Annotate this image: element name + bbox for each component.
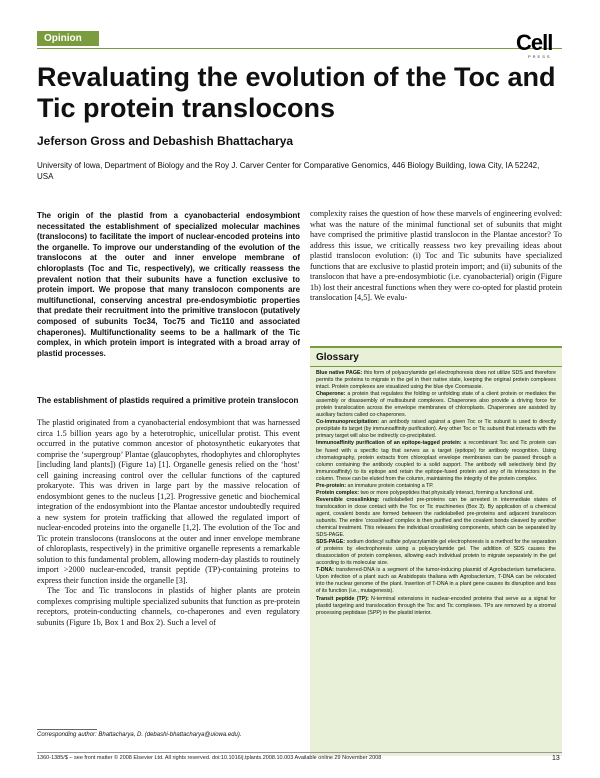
glossary-definition: sodium dodecyl sulfate polyacrylamide gel electrophoresis is a method for the separation of proteins by electrophoresis using a polyacrylamide gel. The addition of SDS causes the disassociation of protein complexes, allowing each individual protein to migrate separately in the gel according to its molecular size. <box>316 539 556 567</box>
author-affiliation: University of Iowa, Department of Biology and the Roy J. Carver Center for Comparative Genomics, 446 Biology Building, Iowa City, IA 52242, USA <box>37 161 540 181</box>
glossary-definition: N-terminal extensions in nuclear-encoded proteins that serve as a signal for plastid targeting and translocation through the Toc and Tic complexes. TPs are removed by a stromal processing peptidase (SPP) in the plastid interior. <box>316 595 556 616</box>
page-number: 13 <box>552 755 560 762</box>
glossary-term: SDS-PAGE: <box>316 539 346 546</box>
glossary-title: Glossary <box>316 352 359 363</box>
glossary-entry <box>316 490 556 497</box>
glossary-entry <box>316 419 556 440</box>
footer-rule <box>37 752 562 753</box>
glossary-entry <box>316 596 556 617</box>
glossary-term: Immunoaffinity purification of an epitope-tagged protein: <box>316 440 462 447</box>
paragraph: The plastid originated from a cyanobacterial endosymbiont that was harnessed circa 1.5 billion years ago by a heterotrophic, unicellular protist. This event occurred in the putative common ancestor of photosynthetic eukaryotes that comprise the ‘supergroup’ Plantae (glaucophytes, rhodophytes and chlorophytes [including land plants]) (Figure 1a) [1]. Organelle genesis relied on the ‘host’ cell gaining increasing control over the cellular functions of the captured prokaryote. This was driven in large part by the massive relocation of endosymbiont genes to the nucleus [1,2]. Progressive genetic and biochemical integration of the endosymbiont into the Plantae ancestor undoubtedly required a new system for protein trafficking that allowed the regulated import of nuclear-encoded proteins into the organelle [1,2]. The evolution of the Toc and Tic protein translocons (translocons at the outer and inner envelope membrane of chloroplasts, respectively) in the primitive organelle represents a remarkable solution to this fundamental problem, allowing modern-day plastids to routinely import >2000 nuclear-encoded, transit peptide (TP)-containing proteins to express their function inside the organelle [3]. <box>37 418 300 585</box>
glossary-entry <box>316 370 556 391</box>
glossary-body <box>316 370 556 617</box>
glossary-definition: a protein that regulates the folding or unfolding state of a client protein or mediates the assembly or disassembly of multisubunit complexes. Chaperones also provide a driving force for protein translocation across the envelope membranes of chloroplasts. Chaperones are assisted by auxiliary factors called co-chaperones. <box>316 391 556 419</box>
glossary-definition: this form of polyacrylamide gel electrophoresis does not utilize SDS and therefore permits the proteins to migrate in the gel in their native state, keeping the original protein complexes intact. Protein complexes are visualized using the blue dye Coomassie. <box>316 370 556 391</box>
glossary-definition: radiolabelled pre-proteins can be arrested in intermediate states of translocation in close contact with the Toc or Tic machineries (Box 3). By application of a chemical agent, covalent bonds are formed between the radiolabelled pre-proteins and adjacent translocon subunits. The entire ‘crosslinked’ complex is then purified and the covalent bonds cleaved by another chemical treatment. This releases the individual crosslinking components, which can be separated by SDS-PAGE. <box>316 496 556 539</box>
glossary-entry <box>316 497 556 539</box>
section-tag: Opinion <box>37 31 99 46</box>
glossary-term: Chaperone: <box>316 391 346 398</box>
glossary-term: Transit peptide (TP): <box>316 595 369 602</box>
glossary-term: Co-immunoprecipitation: <box>316 419 379 426</box>
glossary-definition: transferred-DNA is a segment of the tumor-inducing plasmid of Agrobacterium tumefaciens. Upon infection of a plant such as Arabidopsis thaliana with Agrobacterium, T-DNA can be relocated into the nuclear genome of the plant. Insertion of T-DNA in a plant gene causes its disruption and loss of its function (i.e., mutagenesis). <box>316 567 556 595</box>
left-column-body <box>37 418 300 628</box>
glossary-entry <box>316 391 556 419</box>
publisher-logo-sub: PRESS <box>528 54 552 59</box>
glossary-definition: an antibody raised against a given Toc or Tic subunit is used to directly precipitate its target (by immunoaffinity purification). Any other Toc or Tic subunit that interacts with the primary target will also be indirectly co-precipitated. <box>316 419 556 440</box>
corresponding-author-footnote: Corresponding author: Bhattacharya, D. (debashi-bhattacharya@uiowa.edu). <box>37 732 242 738</box>
glossary-entry <box>316 567 556 595</box>
glossary-term: Pre-protein: <box>316 482 347 489</box>
glossary-definition: two or more polypeptides that physically interact, forming a functional unit. <box>360 489 534 496</box>
publisher-logo: Cell <box>516 30 553 55</box>
article-title: Revaluating the evolution of the Toc and Tic protein translocons <box>37 62 556 123</box>
abstract: The origin of the plastid from a cyanobacterial endosymbiont necessitated the establishment of specialized molecular machines (translocons) to facilitate the import of nuclear-encoded proteins into the organelle. To improve our understanding of the evolution of the translocons at the outer and inner envelope membrane of chloroplasts (Toc and Tic, respectively), we critically reassess the prevalent notion that their subunits have a function exclusive to protein import. We propose that many translocon components are multifunctional, conserving ancestral pre-endosymbiotic properties that predate their recruitment into the primitive translocon (putatively composed of subunits Toc34, Toc75 and Tic110 and associated chaperones). Multifunctionality seems to be a hallmark of the Tic complex, in which protein import is integrated with a broad array of plastid processes. <box>37 211 300 358</box>
glossary-definition: a recombinant Toc and Tic protein can be fused with a specific tag that serves as a target (epitope) for antibody recognition. Using chromatography, protein extracts from chloroplast envelope membranes can be passed through a column containing the antibody coupled to a solid support. The antibody will selectively bind (by immunoaffinity) to its epitope and retain the epitope-fused protein and any of its interactors in the column. These can be eluted from the column, maintaining the integrity of the protein complex. <box>316 440 556 482</box>
article-authors: Jeferson Gross and Debashish Bhattacharya <box>37 134 294 148</box>
section-heading: The establishment of plastids required a primitive protein translocon <box>37 396 299 405</box>
header-rule <box>37 48 562 49</box>
glossary-definition: an immature protein containing a TP. <box>347 482 434 489</box>
glossary-term: Blue native PAGE: <box>316 370 363 376</box>
glossary-box <box>310 346 562 756</box>
footnote-rule <box>37 729 97 730</box>
paragraph: The Toc and Tic translocons in plastids of higher plants are protein complexes comprising multiple specialized subunits that function as pre-protein receptors, protein-conducting channels, co-chaperones and even regulatory subunits (Figure 1b, Box 1 and Box 2). Such a level of <box>37 586 300 627</box>
glossary-entry <box>316 539 556 567</box>
glossary-term: T-DNA: <box>316 567 334 574</box>
glossary-term: Reversible crosslinking: <box>316 496 380 503</box>
right-column-body: complexity raises the question of how these marvels of engineering evolved: what was the nature of the minimal functional set of subunits that might have comprised the primitive plastid translocon in the Plantae ancestor? To address this issue, we critically reassess two key prevailing ideas about plastid translocon evolution: (i) Toc and Tic subunits have specialized functions that are exclusive to plastid protein import; and (ii) subunits of the translocon that have a pre-endosymbiotic (i.e. cyanobacterial) origin (Figure 1b) lost their ancestral functions when they were co-opted for plastid protein translocation [4,5]. We evalu- <box>310 209 562 302</box>
glossary-term: Protein complex: <box>316 489 359 496</box>
glossary-rule <box>310 366 562 367</box>
glossary-entry <box>316 483 556 490</box>
page-footer: 1360-1385/$ – see front matter © 2008 Elsevier Ltd. All rights reserved. doi:10.1016/j.tplants.2008.10.003 Available online 29 November 2008 <box>37 755 382 761</box>
glossary-entry <box>316 440 556 482</box>
